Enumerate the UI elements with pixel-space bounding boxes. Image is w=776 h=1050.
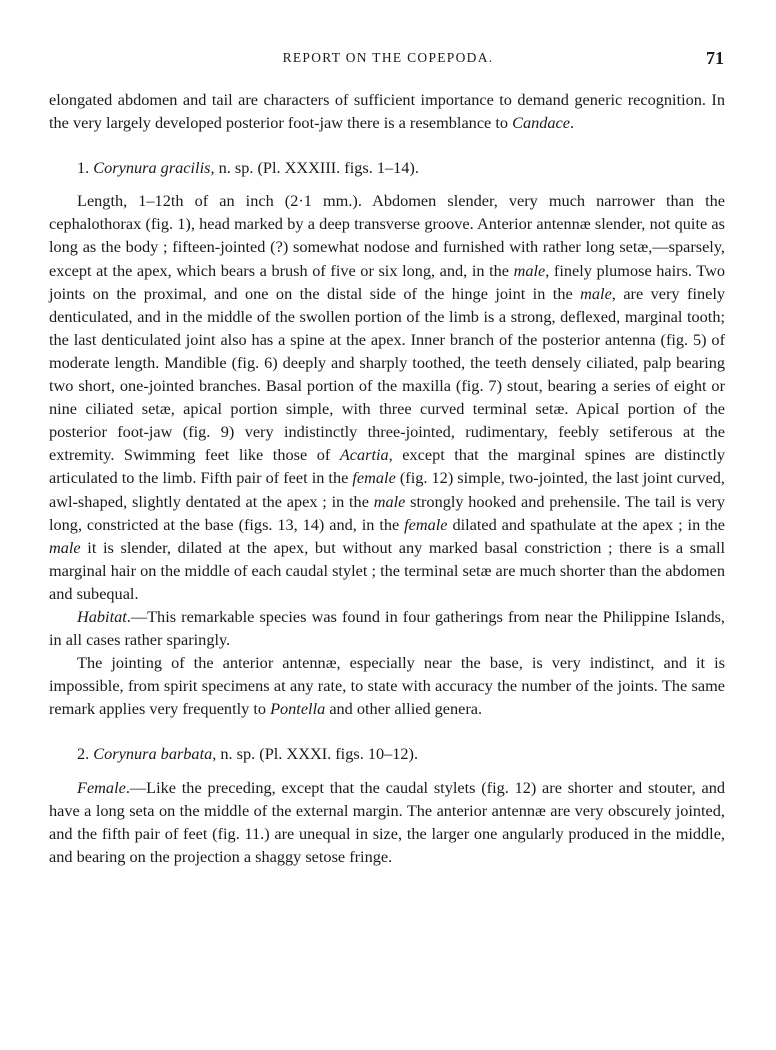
genus-pontella: Pontella [270,699,326,719]
species-2-suffix: , n. sp. (Pl. XXXI. figs. 10–12). [212,744,419,764]
species-2-number: 2. [77,744,94,764]
desc-text: strongly hooked and prehensile. The tail is very long, constricted at the base (figs. 13, 14) and, in the [49,491,725,534]
intro-end: . [569,113,575,133]
remark-text: The jointing of the anterior antennæ, especially near the base, is very indistinct, and it is impossible, from spirit specimens at any rate, to state with accuracy the number of the joints. The same remark applies very frequently to [49,653,725,719]
desc-text: (fig. 12) simple, two-jointed, the last joint curved, awl-shaped, slightly dentated at the apex ; in the [49,468,726,511]
desc-text: Length, 1–12th of an inch (2·1 mm.). Abdomen slender, very much narrower than the cephalothorax (fig. 1), head marked by a deep transverse groove. Anterior antennæ slender, not quite as long as the body ; fifteen-jointed (?) somewhat nodose and furnished with rather long setæ,—sparsely, except at the apex, which bears a brush of five or six long, and, in the [49,191,725,280]
italic-male: male [373,491,406,511]
species-2-name: Corynura barbata [93,744,213,764]
italic-female: female [352,468,396,488]
spacer [49,179,725,189]
species-1-description [49,189,725,605]
body-text [49,88,725,868]
species-2-heading [49,742,725,765]
desc-text: , are very finely denticulated, and in the middle of the swollen portion of the limb is a strong, deflexed, marginal tooth; the last denticulated joint also has a spine at the apex. Inner branch of the posterior antenna (fig. 5) of moderate length. Mandible (fig. 6) deeply and sharply toothed, the teeth densely ciliated, palp bearing two short, one-jointed branches. Basal portion of the maxilla (fig. 7) stout, bearing a series of eight or nine ciliated setæ, apical portion simple, with three curved terminal setæ. Apical portion of the posterior foot-jaw (fig. 9) very indistinctly three-jointed, rudimentary, feebly setiferous at the extremity. Swimming feet like those of [49,283,725,465]
italic-female: female [404,514,448,534]
intro-text: elongated abdomen and tail are characters of sufficient importance to demand generic recognition. In the very largely developed posterior foot-jaw there is a resemblance to [49,90,725,133]
italic-male: male [513,260,546,280]
genus-acartia: Acartia [339,445,389,465]
habitat-text: .—This remarkable species was found in four gatherings from near the Philippine Islands, in all cases rather sparingly. [49,606,725,650]
species-1-heading [49,156,725,179]
genus-candace: Candace [512,113,570,133]
intro-paragraph [49,88,725,134]
desc-text: it is slender, dilated at the apex, but without any marked basal constriction ; there is a small marginal hair on the middle of each caudal stylet ; the terminal setæ are much shorter than the abdomen and subequal. [49,537,725,603]
species-1-number: 1. [77,158,94,178]
spacer [49,766,725,776]
female-label: Female [77,777,126,797]
spacer [49,134,725,156]
desc-text: , finely plumose hairs. Two joints on the proximal, and one on the distal side of the hinge joint in the [49,260,725,303]
desc-text: dilated and spathulate at the apex ; in the [447,514,726,534]
remark-paragraph [49,651,725,720]
running-head [0,50,776,70]
species-1-name: Corynura gracilis [93,158,211,178]
species-1-suffix: , n. sp. (Pl. XXXIII. figs. 1–14). [210,158,419,178]
habitat-label: Habitat [77,606,127,626]
spacer [49,720,725,742]
page-number: 71 [706,48,724,68]
habitat-paragraph [49,605,725,651]
italic-male: male [49,537,81,557]
desc-text: , except that the marginal spines are distinctly articulated to the limb. Fifth pair of feet in the [49,445,725,488]
italic-male: male [580,283,612,303]
remark-end: and other allied genera. [325,699,483,719]
desc-text: .—Like the preceding, except that the caudal stylets (fig. 12) are shorter and stouter, and have a long seta on the middle of the external margin. The anterior antennæ are very obscurely jointed, and the fifth pair of feet (fig. 11.) are unequal in size, the larger one angularly produced in the middle, and bearing on the projection a shaggy setose fringe. [49,777,725,866]
running-title: REPORT ON THE COPEPODA. [282,50,494,65]
species-2-description [49,776,725,868]
